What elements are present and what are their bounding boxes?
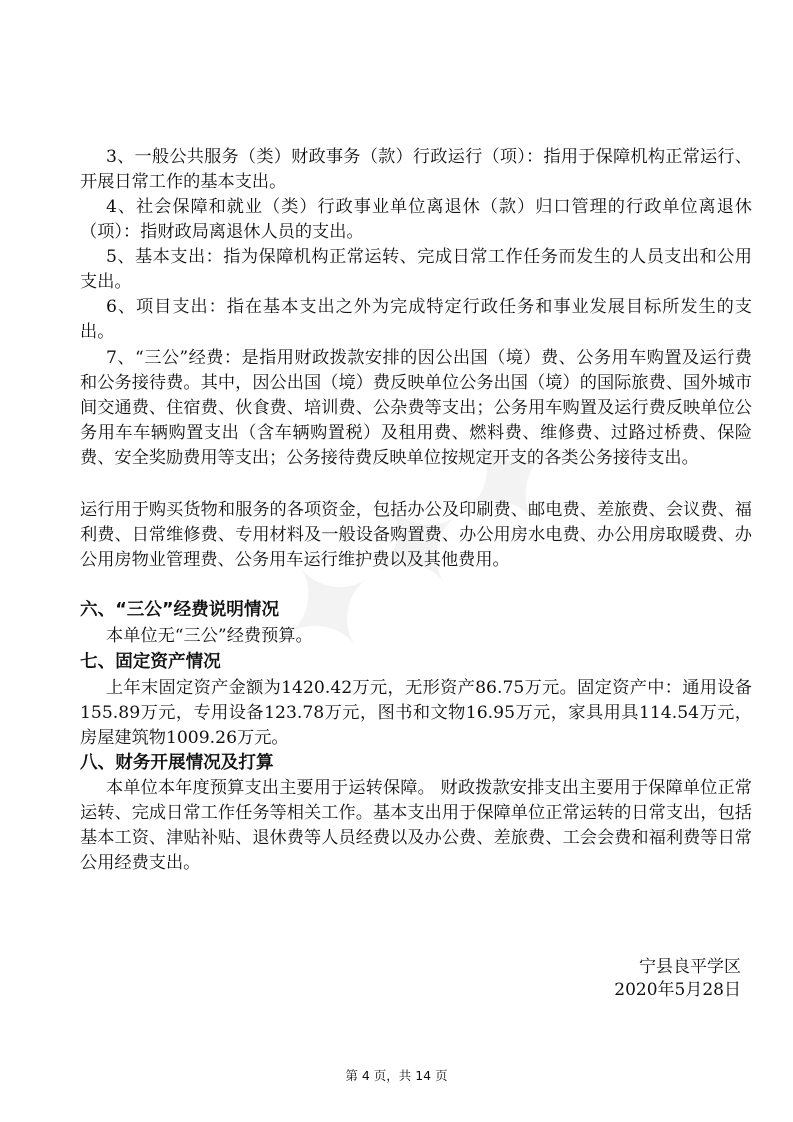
- page-footer: 第 4 页，共 14 页: [345, 1068, 448, 1083]
- paragraph-item-7: 7、“三公”经费：是指用财政拨款安排的因公出国（境）费、公务用车购置及运行费和公务接待费。其中，因公出国（境）费反映单位公务出国（境）的国际旅费、国外城市间交通费、住宿费、伙食费、培训费、公杂费等支出；公务用车购置及运行费反映单位公务用车车辆购置支出（含车辆购置税）及租用费、燃料费、维修费、过路过桥费、保险费、安全奖励费用等支出；公务接待费反映单位按规定开支的各类公务接待支出。: [80, 348, 752, 468]
- paragraph-item-6: 6、项目支出：指在基本支出之外为完成特定行政任务和事业发展目标所发生的支出。: [80, 297, 752, 342]
- signature-org: 宁县良平学区: [639, 957, 741, 977]
- paragraph-item-3: 3、一般公共服务（类）财政事务（款）行政运行（项）：指用于保障机构正常运行、开展日常工作的基本支出。: [80, 147, 752, 192]
- section-body-8: 本单位本年度预算支出主要用于运转保障。 财政拨款安排支出主要用于保障单位正常运转、完成日常工作任务等相关工作。基本支出用于保障单位正常运转的日常支出，包括基本工资、津贴补贴、退休费等人员经费以及办公费、差旅费、工会会费和福利费等日常公用经费支出。: [80, 778, 752, 873]
- section-body-6: 本单位无“三公”经费预算。: [106, 626, 313, 646]
- section-heading-6: 六、“三公”经费说明情况: [80, 600, 280, 620]
- paragraph-item-5: 5、基本支出：指为保障机构正常运转、完成日常工作任务而发生的人员支出和公用支出。: [80, 247, 752, 292]
- signature-date: 2020年5月28日: [614, 980, 741, 1000]
- section-heading-7: 七、固定资产情况: [80, 652, 221, 672]
- paragraph-operating-costs: 运行用于购买货物和服务的各项资金，包括办公及印刷费、邮电费、差旅费、会议费、福利费、日常维修费、专用材料及一般设备购置费、办公用房水电费、办公用房取暖费、办公用房物业管理费、公务用车运行维护费以及其他费用。: [80, 500, 752, 570]
- paragraph-item-4: 4、社会保障和就业（类）行政事业单位离退休（款）归口管理的行政单位离退休（项）：指财政局离退休人员的支出。: [80, 197, 752, 242]
- section-heading-8: 八、财务开展情况及打算: [80, 753, 274, 773]
- section-body-7: 上年末固定资产金额为1420.42万元，无形资产86.75万元。固定资产中：通用设备155.89万元，专用设备123.78万元，图书和文物16.95万元，家具用具114.54万元，房屋建筑物1009.26万元。: [80, 678, 752, 748]
